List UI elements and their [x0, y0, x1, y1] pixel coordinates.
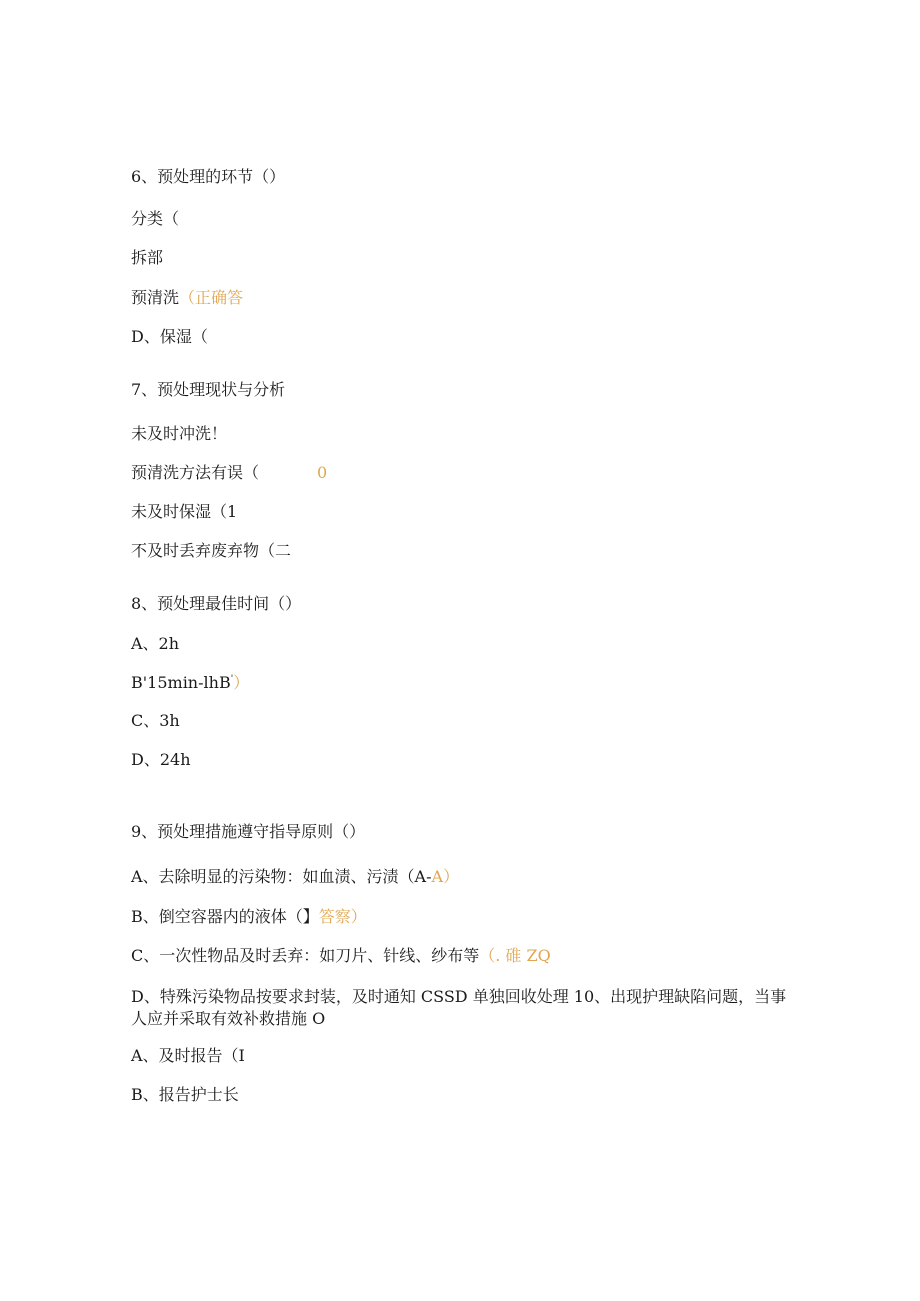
- q8-title: 8、预处理最佳时间（）: [131, 594, 302, 613]
- q7-option-b: [131, 463, 327, 483]
- q6-option-a: 分类（: [131, 209, 180, 228]
- q6-option-c-text: 预清洗: [131, 288, 180, 307]
- q6-option-c-answer: （正确答: [179, 288, 244, 307]
- q6-option-d: D、保湿（: [131, 327, 208, 346]
- q9-option-b-text: B、倒空容器内的液体（】: [131, 907, 319, 926]
- q9-option-b-answer: 答察）: [318, 907, 367, 926]
- q7-option-c: 未及时保湿（1: [131, 502, 238, 521]
- q7-option-d: 不及时丢弃废弃物（二: [131, 541, 292, 560]
- q9-title: 9、预处理措施遵守指导原则（）: [131, 822, 366, 841]
- q6-title: 6、预处理的环节（）: [131, 167, 286, 186]
- q8-option-b: [131, 673, 249, 693]
- q9-option-b: [131, 907, 367, 927]
- q9-option-c: [131, 946, 551, 966]
- q9-option-a: [131, 867, 459, 887]
- q8-option-a: A、2h: [131, 634, 180, 653]
- q9-option-d: D、特殊污染物品按要求封装，及时通知 CSSD 单独回收处理 10、出现护理缺陷问题，当事人应并采取有效补救措施 O: [131, 987, 787, 1028]
- q9-option-c-text: C、一次性物品及时丢弃：如刀片、针线、纱布等: [131, 946, 480, 965]
- q8-option-d: D、24h: [131, 750, 191, 769]
- q9-option-c-answer: （. 碓 ZQ: [479, 946, 551, 965]
- q8-option-b-mark: ': [230, 674, 234, 685]
- q8-option-b-answer: ）: [233, 673, 250, 692]
- q10-option-a: A、及时报告（I: [131, 1046, 245, 1065]
- q6-option-c: [131, 288, 243, 308]
- q7-option-b-text: 预清洗方法有误（: [131, 463, 260, 482]
- q7-title: 7、预处理现状与分析: [131, 380, 286, 399]
- q7-option-b-answer: 0: [317, 463, 328, 482]
- q7-option-a: 未及时冲洗！: [131, 424, 228, 443]
- q8-option-c: C、3h: [131, 711, 180, 730]
- q6-option-b: 拆部: [131, 248, 164, 267]
- q9-option-a-answer: A）: [431, 867, 460, 886]
- q9-option-a-text: A、去除明显的污染物：如血渍、污渍（A-: [131, 867, 432, 886]
- q10-option-b: B、报告护士长: [131, 1085, 239, 1104]
- q8-option-b-text: B'15min-lhB: [131, 673, 231, 692]
